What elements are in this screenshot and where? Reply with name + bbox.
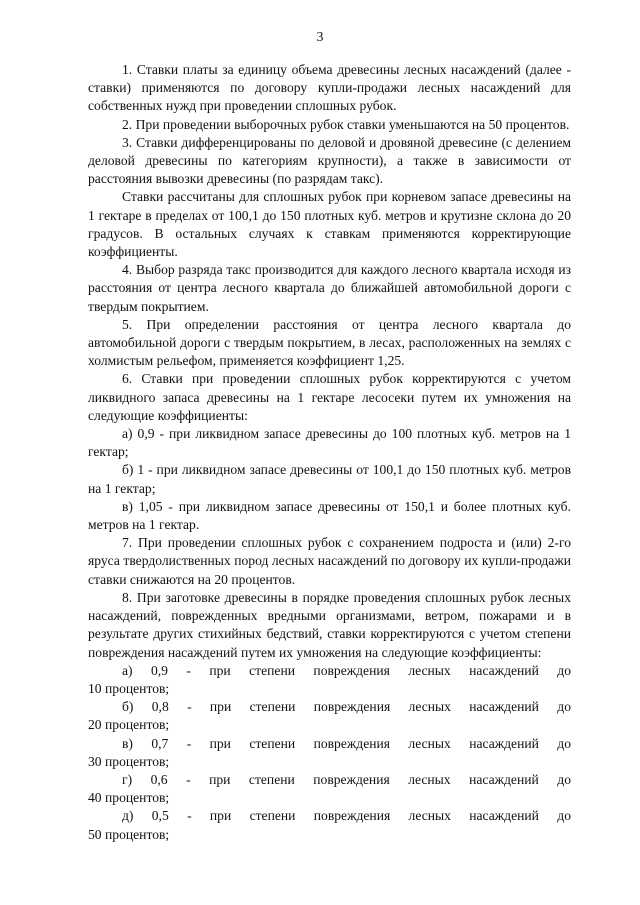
damage-coefficient-tail: 50 процентов; (88, 826, 170, 842)
paragraph-3: 3. Ставки дифференцированы по деловой и дровяной древесине (с делением деловой древесины по категориям крупности), а также в зависимости от расстояния вывозки древесины (по разрядам такс). (88, 134, 571, 187)
paragraph-8: 8. При заготовке древесины в порядке проведения сплошных рубок лесных насаждений, поврежденных вредными организмами, ветром, пожарами и в результате других стихийных бедствий, ставки корректируются с учетом степени повреждения насаждений путем их умножения на следующие коэффициенты: (88, 589, 571, 660)
page-number: 3 (316, 29, 324, 44)
damage-coefficient-list (88, 662, 571, 844)
damage-coefficient-item (88, 662, 571, 698)
damage-coefficient-item (88, 807, 571, 843)
paragraph-3-continued: Ставки рассчитаны для сплошных рубок при корневом запасе древесины на 1 гектаре в пределах от 100,1 до 150 плотных куб. метров и крутизне склона до 20 градусов. В остальных случаях к ставкам применяются корректирующие коэффициенты. (88, 189, 571, 260)
damage-coefficient-item (88, 771, 571, 807)
stock-coefficient-b: б) 1 - при ликвидном запасе древесины от 100,1 до 150 плотных куб. метров на 1 гектар; (88, 462, 571, 496)
damage-coefficient-head: г) 0,6 - при степени повреждения лесных насаждений до (122, 771, 571, 787)
paragraph-5: 5. При определении расстояния от центра лесного квартала до автомобильной дороги с твердым покрытием, в лесах, расположенных на землях с холмистым рельефом, применяется коэффициент 1,25. (88, 316, 571, 369)
damage-coefficient-tail: 30 процентов; (88, 753, 170, 769)
damage-coefficient-head: а) 0,9 - при степени повреждения лесных насаждений до (122, 662, 571, 678)
stock-coefficient-a: а) 0,9 - при ликвидном запасе древесины до 100 плотных куб. метров на 1 гектар; (88, 426, 571, 460)
damage-coefficient-head: в) 0,7 - при степени повреждения лесных насаждений до (122, 735, 571, 751)
paragraph-7: 7. При проведении сплошных рубок с сохранением подроста и (или) 2-го яруса твердолиственных пород лесных насаждений по договору их купли-продажи ставки снижаются на 20 процентов. (88, 535, 571, 587)
damage-coefficient-item (88, 735, 571, 771)
paragraph-6: 6. Ставки при проведении сплошных рубок корректируются с учетом ликвидного запаса древесины на 1 гектаре лесосеки путем их умножения на следующие коэффициенты: (88, 371, 571, 423)
damage-coefficient-tail: 40 процентов; (88, 790, 170, 806)
paragraph-4: 4. Выбор разряда такс производится для каждого лесного квартала исходя из расстояния от центра лесного квартала до ближайшей автомобильной дороги с твердым покрытием. (88, 262, 571, 314)
paragraph-2: 2. При проведении выборочных рубок ставки уменьшаются на 50 процентов. (122, 116, 570, 132)
damage-coefficient-tail: 10 процентов; (88, 680, 170, 696)
stock-coefficient-v: в) 1,05 - при ликвидном запасе древесины от 150,1 и более плотных куб. метров на 1 гектар. (88, 498, 571, 533)
damage-coefficient-head: д) 0,5 - при степени повреждения лесных насаждений до (122, 808, 571, 824)
document-body (88, 61, 571, 844)
damage-coefficient-tail: 20 процентов; (88, 717, 170, 733)
damage-coefficient-item (88, 698, 571, 734)
paragraph-1: 1. Ставки платы за единицу объема древесины лесных насаждений (далее - ставки) применяются по договору купли-продажи лесных насаждений для собственных нужд при проведении сплошных рубок. (88, 62, 571, 114)
damage-coefficient-head: б) 0,8 - при степени повреждения лесных насаждений до (122, 699, 571, 715)
